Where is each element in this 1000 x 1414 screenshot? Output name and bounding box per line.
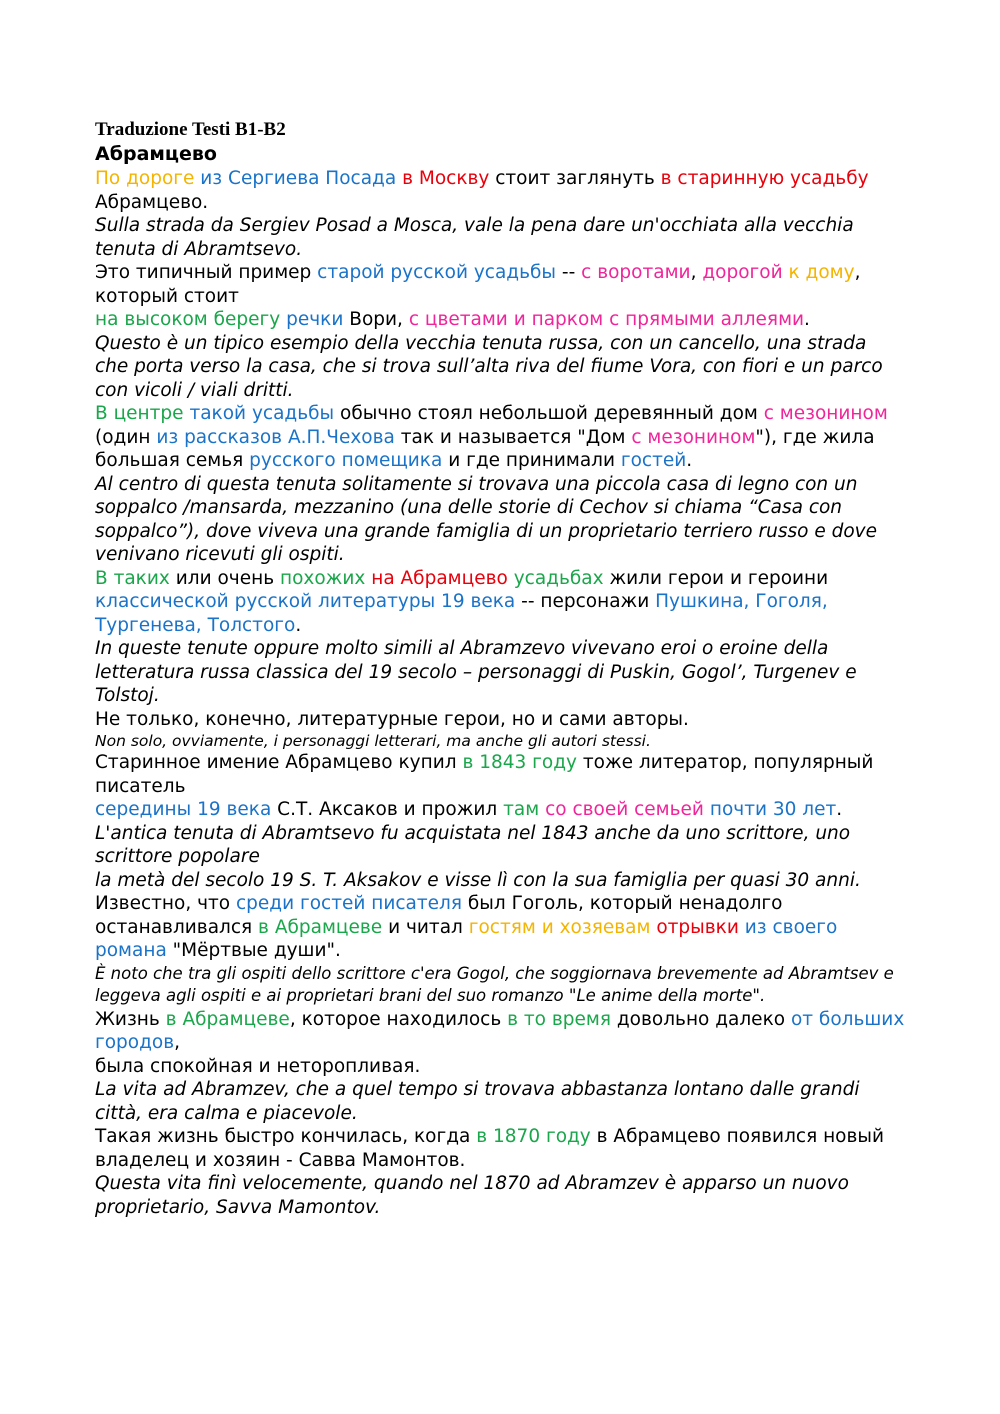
text-span: и читал [382,916,469,938]
text-span: в Абрамцево появился новый владелец и хозяин - Савва Мамонтов. [95,1126,890,1171]
text-span: тоже литератор, популярный писатель [95,752,874,797]
text-span: из рассказов А.П.Чехова [156,426,395,448]
text-span: Questa vita finì velocemente, quando nel 1870 ad Abramzev è apparso un nuovo proprietario, Savva Mamontov. [95,1173,855,1218]
text-span: La vita ad Abramzev, che a quel tempo si trovava abbastanza lontano dalle grandi città, era calma e piacevole. [95,1079,866,1124]
text-span: среди гостей писателя [236,893,463,914]
text-span: Пушкина, Гоголя, Тургенева, Толстого [95,591,834,636]
text-span: в 1843 году [462,752,577,773]
italian-translation [95,963,905,1008]
text-span: In queste tenute oppure molto simili al Abramzevo vivevano eroi o eroine della letteratura russa classica del 19 secolo – personaggi di Puskin, Gogol’, Turgenev e Tolstoj. [95,638,863,706]
russian-paragraph [95,708,905,732]
text-span: гостей [620,450,687,471]
text-span: похожих [280,567,366,589]
russian-paragraph [95,167,905,214]
text-span: в Абрамцеве [258,916,383,938]
text-span: или очень [169,567,280,589]
text-span: È noto che tra gli ospiti dello scrittore c'era Gogol, che soggiornava brevemente ad Abramtsev e leggeva agli ospiti e ai proprietari brani del suo romanzo "Le anime della morte". [95,963,900,1005]
italian-translation [95,332,905,403]
text-span: речки [286,309,344,330]
text-span: Не только, конечно, литературные герои, но и сами авторы. [95,708,689,730]
text-span: старой русской усадьбы [317,262,557,283]
russian-paragraph [95,567,905,638]
text-span: (один [95,403,894,448]
text-span: усадьбах [513,567,604,589]
text-span: на Абрамцево [371,567,508,589]
text-span: "), где жила большая семья [95,426,881,471]
text-span: "Мёртвые души". [166,940,341,961]
russian-paragraph [95,402,905,473]
text-span: в Москву [402,168,490,189]
text-span: . [686,450,693,471]
text-span: Жизнь [95,1008,166,1030]
text-span: -- [556,262,582,283]
text-span: такой усадьбы [189,403,335,424]
text-span: В таких [95,567,170,589]
russian-paragraph [95,1008,911,1079]
text-span: L'antica tenuta di Abramtsevo fu acquistata nel 1843 anche da uno scrittore, uno scrittore popolare la metà del secolo 19 S. T. Aksakov e visse lì con la sua famiglia per quasi 30 anni. [95,822,861,891]
text-span: По дороге [95,168,195,189]
text-span: в Абрамцеве [165,1008,290,1030]
text-span: почти 30 лет [709,799,837,820]
text-span: середины 19 века [95,799,272,820]
text-span: с мезонином [631,426,756,448]
text-span: Это типичный пример [95,262,318,283]
text-span: в старинную усадьбу [660,168,869,189]
document-page [95,118,911,1219]
text-span: с воротами [581,262,691,283]
text-span: -- персонажи [515,591,656,612]
text-span: от больших городов [95,1008,911,1053]
text-span: С.Т. Аксаков и прожил [271,799,504,820]
text-span: Старинное имение Абрамцево купил [95,752,463,773]
text-span: и где принимали [442,450,621,471]
italian-translation [95,637,905,708]
text-span: . [295,614,302,636]
text-span: довольно далеко [611,1008,791,1030]
text-span: так и называется "Дом [394,426,632,448]
text-span: Sulla strada da Sergiev Posad a Mosca, vale la pena dare un'occhiata alla vecchia tenuta di Abramtsevo. [95,215,860,260]
text-span: из своего романа [95,916,844,961]
text-span: Абрамцево. [95,168,875,213]
text-span: , [690,262,703,283]
text-span: из Сергиева Посада [200,168,397,189]
document-title: Traduzione Testi B1-B2 [95,119,286,140]
text-span: Вори, [343,309,409,330]
text-span: обычно стоял небольшой деревянный дом [334,403,764,424]
section-heading: Абрамцево [95,143,217,165]
text-span: там [503,799,540,820]
text-span: был Гоголь, который ненадолго останавливался [95,893,789,938]
text-span: . [836,799,843,820]
text-span: классической русской литературы 19 века [95,591,516,612]
italian-translation [95,473,905,567]
text-span: с цветами и парком с прямыми аллеями [408,309,805,330]
text-span: со своей семьей [545,799,704,820]
text-span: отрывки [656,916,739,938]
text-span: Al centro di questa tenuta solitamente si trovava una piccola casa di legno con un soppalco /mansarda, mezzanino (una delle storie di Cechov si chiama “Casa con soppalco”), dove viveva una grande famiglia di un proprietario terriero russo e dove venivano ricevuti gli ospiti. [95,473,883,565]
text-span: . [804,309,810,330]
text-span: на высоком берегу [95,309,281,330]
text-span: , которое находилось [289,1008,508,1030]
text-span: гостям и хозяевам [468,916,651,938]
text-span: в то время [507,1008,611,1030]
italian-translation [95,1172,905,1219]
text-span: Questo è un tipico esempio della vecchia tenuta russa, con un cancello, una strada che porta verso la casa, che si trova sull’alta riva del fiume Vora, con fiori e un parco con vicoli / viali dritti. [95,332,889,401]
italian-translation [95,214,905,261]
text-span: Такая жизнь быстро кончилась, когда [95,1126,477,1147]
text-span: дорогой [702,262,783,283]
russian-paragraph [95,1125,905,1172]
text-span: русского помещика [249,450,443,471]
text-span: , была спокойная и неторопливая. [95,1032,421,1077]
text-span: Известно, что [95,893,236,914]
text-span: к дому [788,262,855,283]
italian-translation [95,731,905,751]
text-span: , который стоит [95,262,861,307]
text-span: с мезонином [763,403,888,424]
text-span: стоит заглянуть [489,168,661,189]
russian-paragraph [95,261,905,332]
russian-paragraph [95,751,905,822]
text-span: Non solo, ovviamente, i personaggi letterari, ma anche gli autori stessi. [95,732,651,750]
text-span: В центре [95,403,184,424]
text-span: в 1870 году [476,1126,591,1147]
russian-paragraph [95,892,905,963]
italian-translation [95,822,905,893]
text-span: жили герои и героини [603,567,835,589]
italian-translation [95,1078,905,1125]
document-body [95,167,911,1219]
